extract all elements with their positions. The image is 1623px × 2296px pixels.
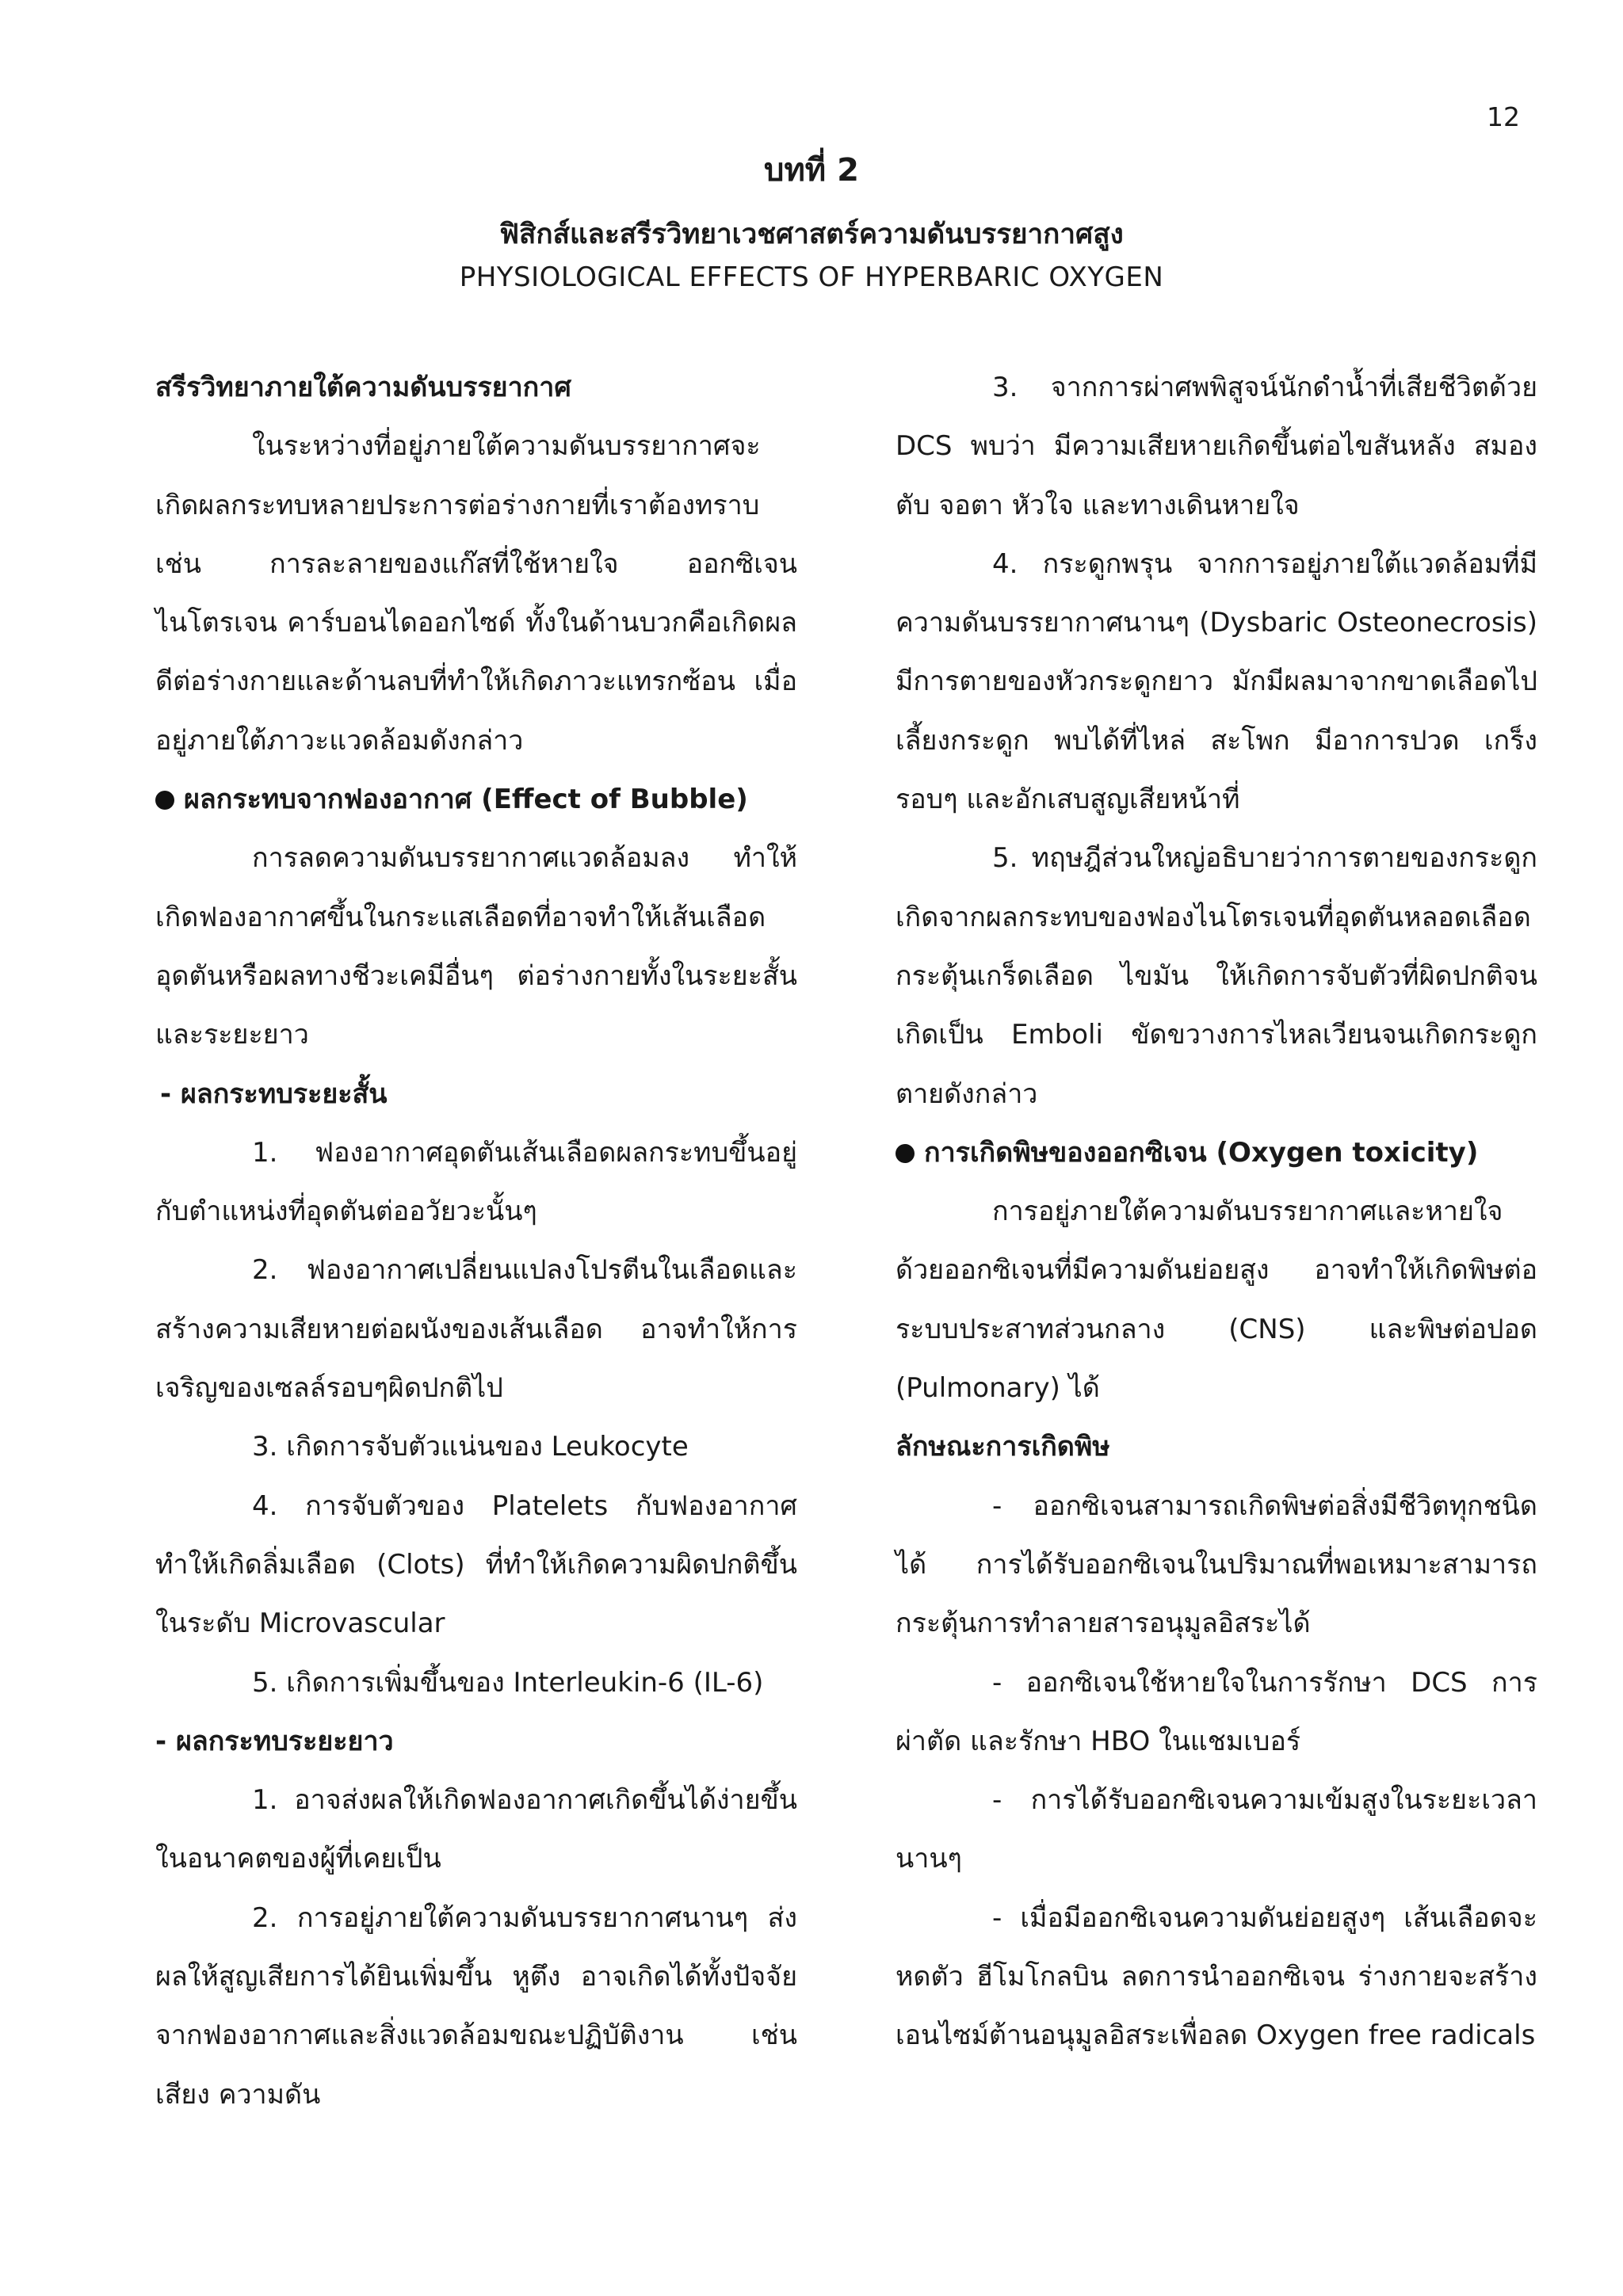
oxygen-toxicity-heading bbox=[896, 1123, 1537, 1182]
toxicity-characteristics-heading: ลักษณะการเกิดพิษ bbox=[896, 1431, 1110, 1463]
oxygen-toxicity-paragraph: การอยู่ภายใต้ความดันบรรยากาศและหายใจด้วยออกซิเจนที่มีความดันย่อยสูง อาจทำให้เกิดพิษต่อระบบประสาทส่วนกลาง (CNS) และพิษต่อปอด (Pulmonary) ได้ bbox=[896, 1196, 1537, 1405]
oxygen-toxicity-heading-text: การเกิดพิษของออกซิเจน (Oxygen toxicity) bbox=[924, 1136, 1479, 1169]
short-term-item: 5. เกิดการเพิ่มขึ้นของ Interleukin-6 (IL-6) bbox=[252, 1666, 764, 1699]
bubble-paragraph: การลดความดันบรรยากาศแวดล้อมลง ทำให้เกิดฟองอากาศขึ้นในกระแสเลือดที่อาจทำให้เส้นเลือดอุดตันหรือผลทางชีวะเคมีอื่นๆ ต่อร่างกายทั้งในระยะสั้นและระยะยาว bbox=[155, 842, 797, 1051]
left-column bbox=[155, 358, 797, 2124]
short-term-item: 2. ฟองอากาศเปลี่ยนแปลงโปรตีนในเลือดและสร้างความเสียหายต่อผนังของเส้นเลือด อาจทำให้การเจริญของเซลล์รอบๆผิดปกติไป bbox=[155, 1254, 797, 1405]
toxicity-item: - เมื่อมีออกซิเจนความดันย่อยสูงๆ เส้นเลือดจะหดตัว ฮีโมโกลบิน ลดการนำออกซิเจน ร่างกายจะสร้างเอนไซม์ต้านอนุมูลอิสระเพื่อลด Oxygen free radicals bbox=[896, 1901, 1537, 2052]
toxicity-item: - ออกซิเจนสามารถเกิดพิษต่อสิ่งมีชีวิตทุกชนิดได้ การได้รับออกซิเจนในปริมาณที่พอเหมาะสามารถกระตุ้นการทำลายสารอนุมูลอิสระได้ bbox=[896, 1489, 1537, 1640]
short-term-item: 4. การจับตัวของ Platelets กับฟองอากาศทำให้เกิดลิ่มเลือด (Clots) ที่ทำให้เกิดความผิดปกติขึ้นในระดับ Microvascular bbox=[155, 1489, 797, 1640]
long-term-item: 5. ทฤษฎีส่วนใหญ่อธิบายว่าการตายของกระดูกเกิดจากผลกระทบของฟองไนโตรเจนที่อุดตันหลอดเลือด กระตุ้นเกร็ดเลือด ไขมัน ให้เกิดการจับตัวที่ผิดปกติจนเกิดเป็น Emboli ขัดขวางการไหลเวียนจนเกิดกระดูกตายดังกล่าว bbox=[896, 842, 1537, 1110]
chapter-title-english: PHYSIOLOGICAL EFFECTS OF HYPERBARIC OXYGEN bbox=[459, 261, 1164, 293]
page-number: 12 bbox=[1487, 101, 1520, 132]
toxicity-item: - การได้รับออกซิเจนความเข้มสูงในระยะเวลานานๆ bbox=[896, 1784, 1537, 1875]
short-term-item: 3. เกิดการจับตัวแน่นของ Leukocyte bbox=[252, 1431, 689, 1463]
right-column bbox=[896, 358, 1537, 2065]
intro-paragraph: ในระหว่างที่อยู่ภายใต้ความดันบรรยากาศจะเกิดผลกระทบหลายประการต่อร่างกายที่เราต้องทราบ เช่น การละลายของแก๊สที่ใช้หายใจ ออกซิเจน ไนโตรเจน คาร์บอนไดออกไซด์ ทั้งในด้านบวกคือเกิดผลดีต่อร่างกายและด้านลบที่ทำให้เกิดภาวะแทรกซ้อน เมื่ออยู่ภายใต้ภาวะแวดล้อมดังกล่าว bbox=[155, 430, 797, 757]
long-term-item: 1. อาจส่งผลให้เกิดฟองอากาศเกิดขึ้นได้ง่ายขึ้นในอนาคตของผู้ที่เคยเป็น bbox=[155, 1784, 797, 1875]
toxicity-item: - ออกซิเจนใช้หายใจในการรักษา DCS การผ่าตัด และรักษา HBO ในแชมเบอร์ bbox=[896, 1666, 1537, 1757]
short-term-heading: - ผลกระทบระยะสั้น bbox=[160, 1077, 388, 1110]
section-heading-physiology: สรีรวิทยาภายใต้ความดันบรรยากาศ bbox=[155, 372, 571, 403]
chapter-heading: บทที่ 2 bbox=[764, 152, 859, 189]
bubble-heading-text: ผลกระทบจากฟองอากาศ (Effect of Bubble) bbox=[184, 784, 748, 816]
bullet-icon bbox=[896, 1144, 915, 1163]
bubble-heading bbox=[155, 770, 797, 829]
long-term-item: 2. การอยู่ภายใต้ความดันบรรยากาศนานๆ ส่งผลให้สูญเสียการได้ยินเพิ่มขึ้น หูตึง อาจเกิดได้ทั้งปัจจัยจากฟองอากาศและสิ่งแวดล้อมขณะปฏิบัติงาน เช่น เสียง ความดัน bbox=[155, 1901, 797, 2111]
long-term-heading: - ผลกระทบระยะยาว bbox=[155, 1725, 394, 1757]
long-term-item: 3. จากการผ่าศพพิสูจน์นักดำน้ำที่เสียชีวิตด้วย DCS พบว่า มีความเสียหายเกิดขึ้นต่อไขสันหลัง สมอง ตับ จอตา หัวใจ และทางเดินหายใจ bbox=[896, 372, 1537, 521]
long-term-item: 4. กระดูกพรุน จากการอยู่ภายใต้แวดล้อมที่มีความดันบรรยากาศนานๆ (Dysbaric Osteonecrosis) มีการตายของหัวกระดูกยาว มักมีผลมาจากขาดเลือดไปเลี้ยงกระดูก พบได้ที่ไหล่ สะโพก มีอาการปวด เกร็ง รอบๆ และอักเสบสูญเสียหน้าที่ bbox=[896, 547, 1537, 816]
bullet-icon bbox=[155, 791, 174, 810]
short-term-item: 1. ฟองอากาศอุดตันเส้นเลือดผลกระทบขึ้นอยู่กับตำแหน่งที่อุดตันต่ออวัยวะนั้นๆ bbox=[155, 1136, 797, 1228]
chapter-title-thai: ฟิสิกส์และสรีรวิทยาเวชศาสตร์ความดันบรรยากาศสูง bbox=[499, 219, 1124, 250]
